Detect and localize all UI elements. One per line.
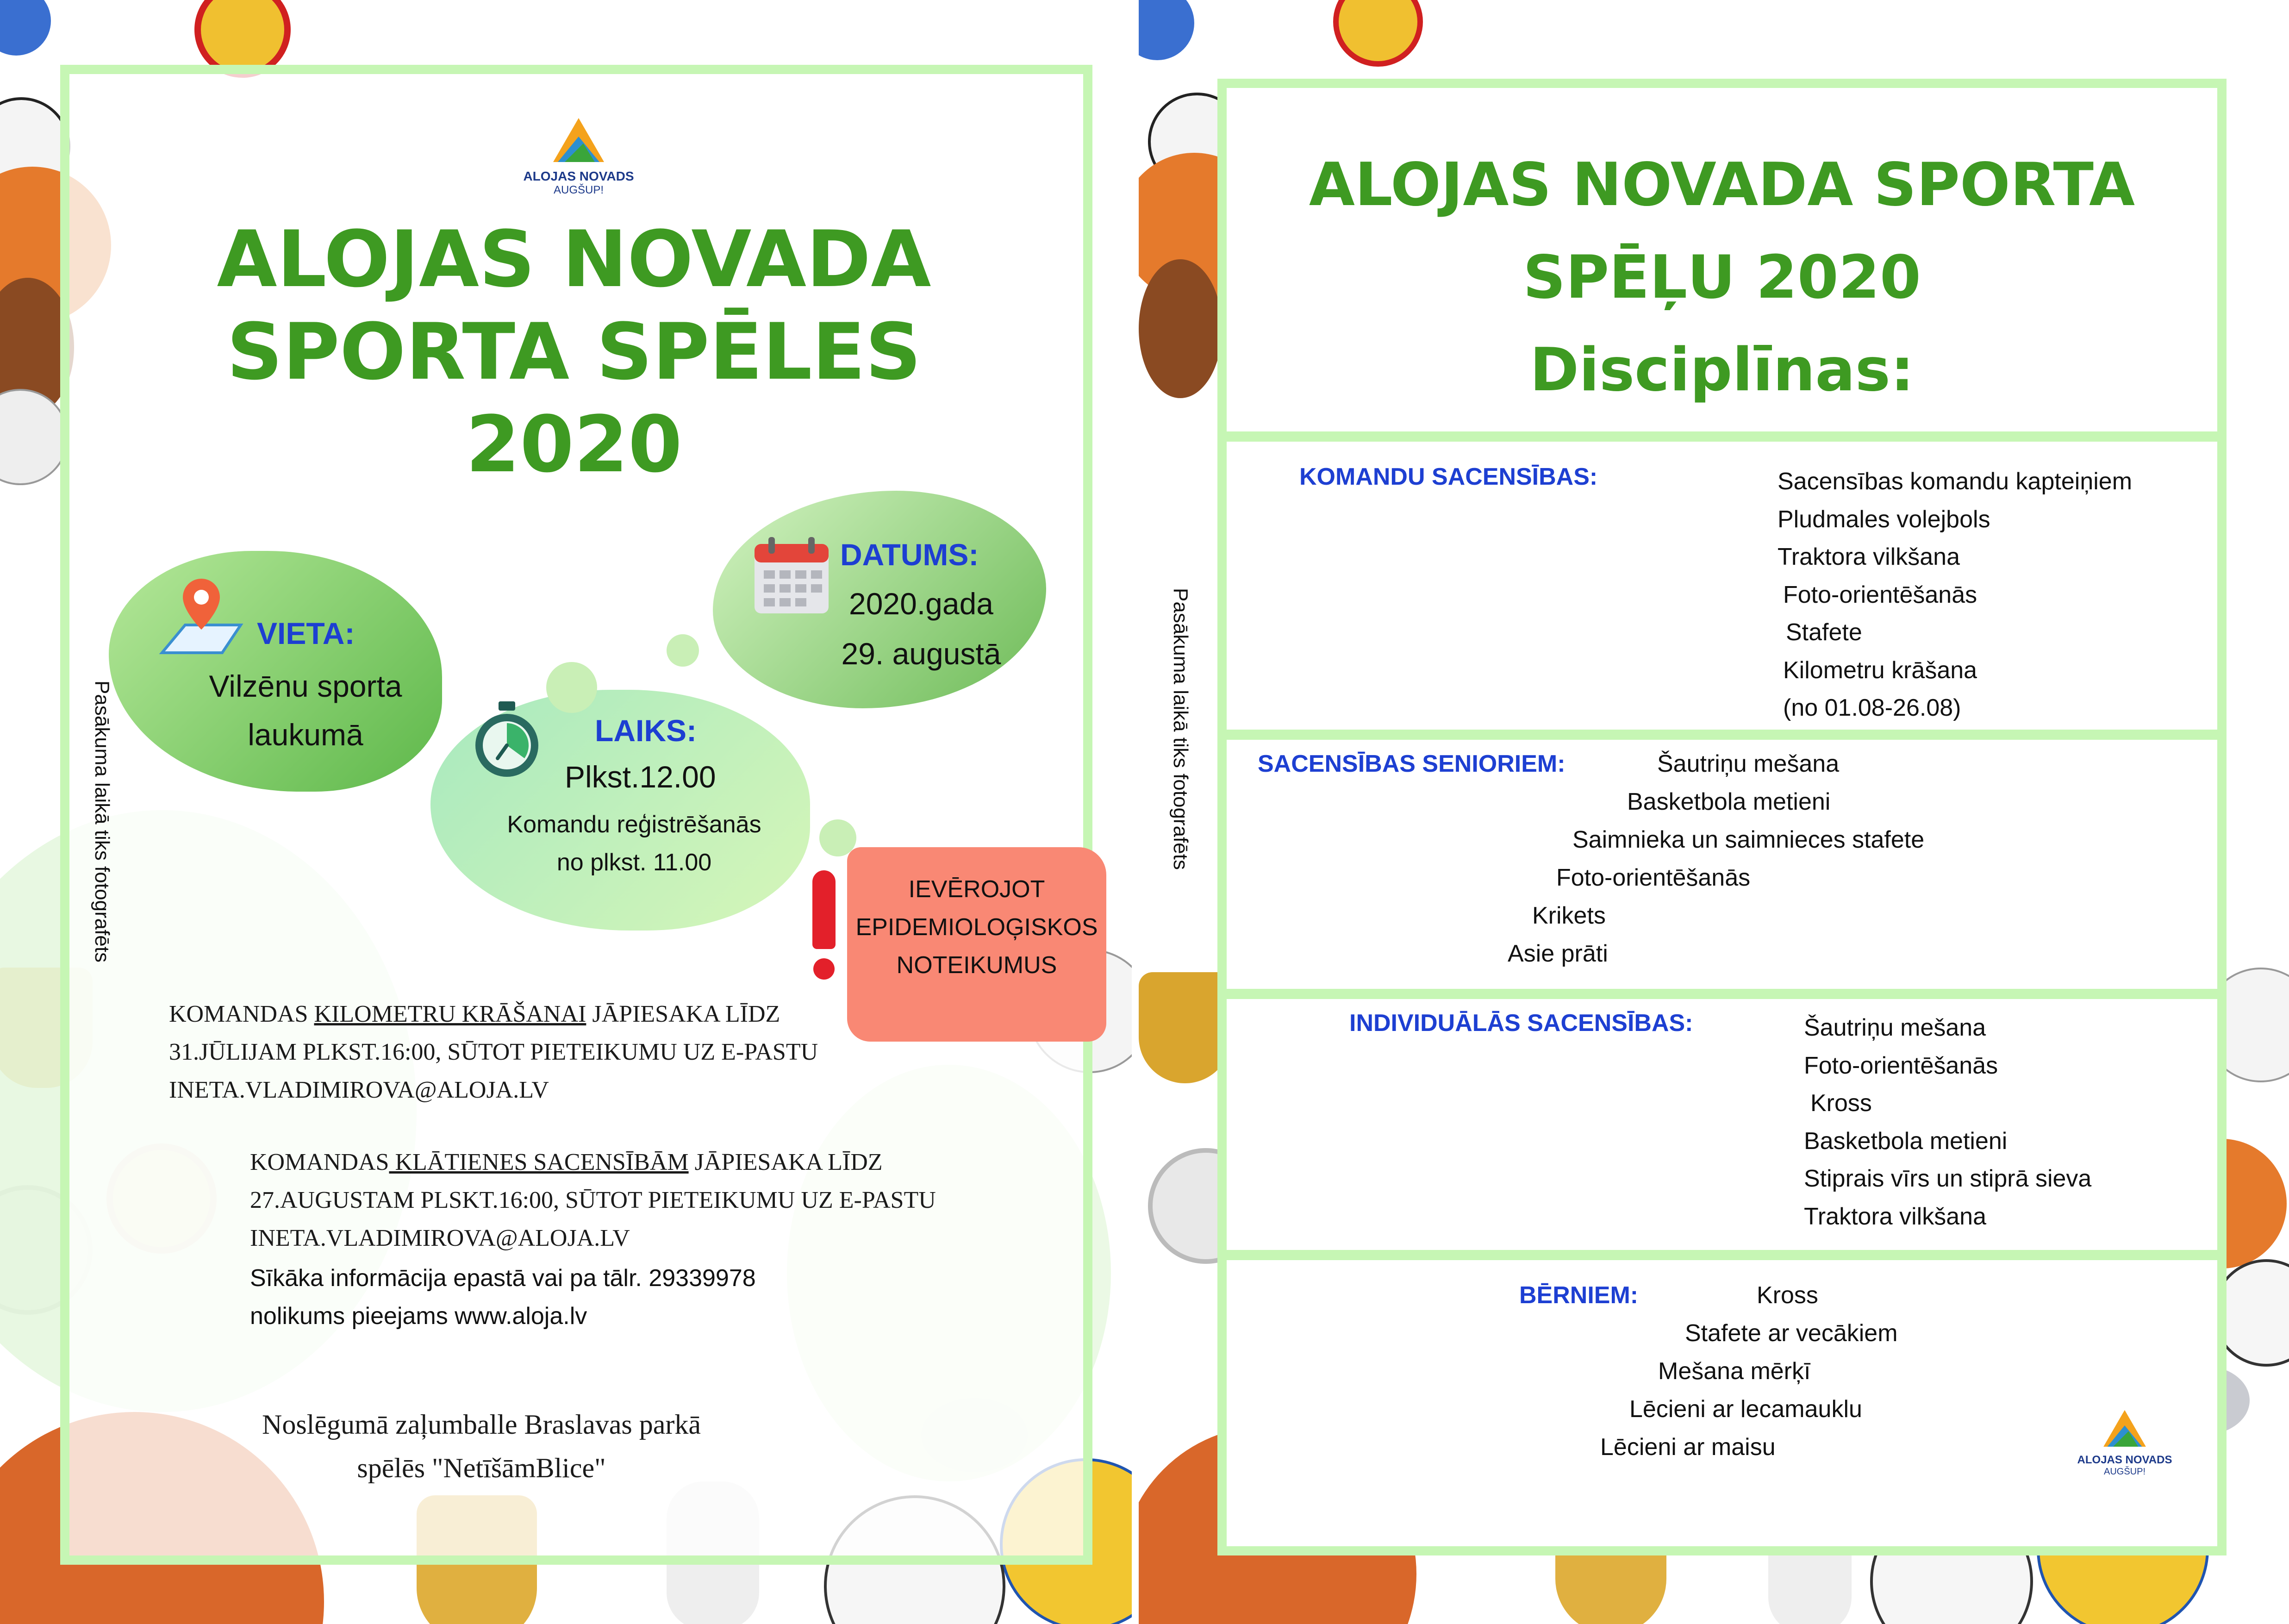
registration-paragraph-1 [169, 995, 818, 1109]
map-pin-icon [157, 569, 245, 657]
title-line-2: SPĒĻU 2020 [1523, 243, 1921, 312]
individualas-item: Kross [1810, 1090, 1872, 1117]
closing-line-2: spēlēs "NetīšāmBlice" [357, 1453, 606, 1483]
individualas-item: Traktora vilkšana [1804, 1203, 1986, 1230]
individualas-label: INDIVIDUĀLĀS SACENSĪBAS: [1349, 1010, 1693, 1037]
title-line-1: ALOJAS NOVADA SPORTA [1309, 150, 2135, 219]
senioriem-label: SACENSĪBAS SENIORIEM: [1258, 750, 1566, 777]
logo-name: ALOJAS NOVADS [523, 169, 634, 183]
para1-line-2: 31.JŪLIJAM PLKST.16:00, SŪTOT PIETEIKUMU UZ E-PASTU [169, 1039, 818, 1065]
individualas-item: Šautriņu mešana [1804, 1014, 1986, 1041]
para2-pre: KOMANDAS [250, 1149, 389, 1175]
warning-text [824, 870, 1129, 984]
senioriem-item: Saimnieka un saimnieces stafete [1572, 826, 1925, 853]
datums-label: DATUMS: [840, 537, 979, 572]
title-line-3: 2020 [466, 399, 682, 490]
closing-text [194, 1403, 768, 1490]
warning-line-1: IEVĒROJOT [908, 876, 1045, 903]
divider-2 [1217, 730, 2227, 740]
info-line-2: nolikums pieejams www.aloja.lv [250, 1303, 587, 1330]
para1-underline: KILOMETRU KRĀŠANAI [314, 1001, 586, 1027]
para1-post: JĀPIESAKA LĪDZ [586, 1001, 780, 1027]
vieta-line-2: laukumā [248, 718, 363, 752]
bowling-ball-decoration [0, 0, 51, 56]
divider-1 [1217, 431, 2227, 442]
laiks-time: Plkst.12.00 [565, 760, 716, 794]
individualas-item: Foto-orientēšanās [1804, 1052, 1998, 1079]
small-bubble [667, 634, 699, 667]
title-line-3: Disciplīnas: [1529, 336, 1915, 405]
stopwatch-icon [470, 699, 544, 782]
laiks-note-line-2: no plkst. 11.00 [556, 849, 712, 876]
alojas-novads-logo [518, 116, 639, 208]
title-line-2: SPORTA SPĒLES [226, 306, 922, 397]
logo-mountain-icon [551, 116, 606, 167]
individualas-list [1804, 1009, 2091, 1236]
divider-3 [1217, 989, 2227, 999]
divider-4 [1217, 1250, 2227, 1260]
photo-note-vertical: Pasākuma laikā tiks fotografēts [91, 681, 113, 962]
senioriem-item: Basketbola metieni [1627, 788, 1831, 815]
laiks-note [491, 806, 778, 881]
komandu-list [1778, 463, 2132, 727]
logo-tagline: AUGŠUP! [553, 184, 604, 196]
individualas-item: Basketbola metieni [1804, 1127, 2008, 1155]
info-line-1: Sīkāka informācija epastā vai pa tālr. 29339978 [250, 1265, 756, 1292]
logo-tagline: AUGŠUP! [2103, 1467, 2146, 1477]
logo-name: ALOJAS NOVADS [2077, 1454, 2172, 1466]
photo-note-vertical-right: Pasākuma laikā tiks fotografēts [1169, 588, 1192, 870]
berniem-item: Kross [1757, 1282, 1818, 1309]
individualas-item: Stiprais vīrs un stiprā sieva [1804, 1165, 2092, 1192]
vieta-text [167, 662, 444, 759]
bowling-ball-decoration [1139, 0, 1194, 60]
datums-text [815, 579, 1028, 679]
komandu-item: Traktora vilkšana [1778, 543, 1960, 570]
berniem-item: Stafete ar vecākiem [1685, 1320, 1898, 1347]
berniem-item: Lēcieni ar lecamauklu [1629, 1396, 1862, 1423]
para1-pre: KOMANDAS [169, 1001, 314, 1027]
komandu-item: Kilometru krāšana [1783, 656, 1977, 684]
para2-underline: KLĀTIENES SACENSĪBĀM [389, 1149, 689, 1175]
senioriem-item: Šautriņu mešana [1657, 750, 1840, 777]
komandu-item: Pludmales volejbols [1778, 506, 1990, 533]
para1-line-3: INETA.VLADIMIROVA@ALOJA.LV [169, 1077, 549, 1103]
registration-paragraph-2 [250, 1143, 936, 1257]
berniem-item: Lēcieni ar maisu [1600, 1434, 1776, 1461]
disciplines-title [1227, 139, 2217, 417]
title-line-1: ALOJAS NOVADA [217, 214, 931, 305]
info-text [250, 1259, 756, 1335]
komandu-label: KOMANDU SACENSĪBAS: [1299, 463, 1598, 490]
para2-line-3: INETA.VLADIMIROVA@ALOJA.LV [250, 1225, 630, 1251]
alojas-novads-logo [2074, 1407, 2176, 1500]
para2-line-2: 27.AUGUSTAM PLSKT.16:00, SŪTOT PIETEIKUMU UZ E-PASTU [250, 1187, 936, 1213]
para2-line-1 [250, 1143, 936, 1181]
vieta-label: VIETA: [257, 616, 355, 650]
closing-line-1: Noslēgumā zaļumballe Braslavas parkā [262, 1409, 701, 1440]
senioriem-item: Foto-orientēšanās [1556, 864, 1751, 891]
komandu-item: (no 01.08-26.08) [1783, 694, 1961, 721]
warning-line-2: EPIDEMIOLOĢISKOS [855, 914, 1098, 941]
senioriem-item: Krikets [1532, 902, 1606, 929]
logo-mountain-icon [2102, 1407, 2148, 1451]
berniem-item: Mešana mērķī [1658, 1358, 1811, 1385]
para2-post: JĀPIESAKA LĪDZ [688, 1149, 883, 1175]
berniem-label: BĒRNIEM: [1519, 1282, 1639, 1309]
laiks-note-line-1: Komandu reģistrēšanās [507, 811, 761, 838]
komandu-item: Stafete [1786, 619, 1862, 646]
para1-line-1 [169, 995, 818, 1033]
datums-line-1: 2020.gada [849, 587, 993, 621]
komandu-item: Foto-orientēšanās [1783, 581, 1977, 608]
poster-title [139, 213, 1009, 491]
poster-page-right [1139, 0, 2289, 1624]
warning-line-3: NOTEIKUMUS [896, 952, 1057, 979]
senioriem-item: Asie prāti [1508, 940, 1608, 967]
datums-line-2: 29. augustā [841, 637, 1001, 671]
volleyball-decoration [0, 389, 69, 485]
poster-page-left [0, 0, 1132, 1624]
small-bubble [546, 662, 597, 713]
komandu-item: Sacensības komandu kapteiņiem [1778, 468, 2133, 495]
football-decoration [1139, 259, 1222, 398]
laiks-label: LAIKS: [595, 713, 697, 748]
vieta-line-1: Vilzēnu sporta [209, 669, 402, 703]
